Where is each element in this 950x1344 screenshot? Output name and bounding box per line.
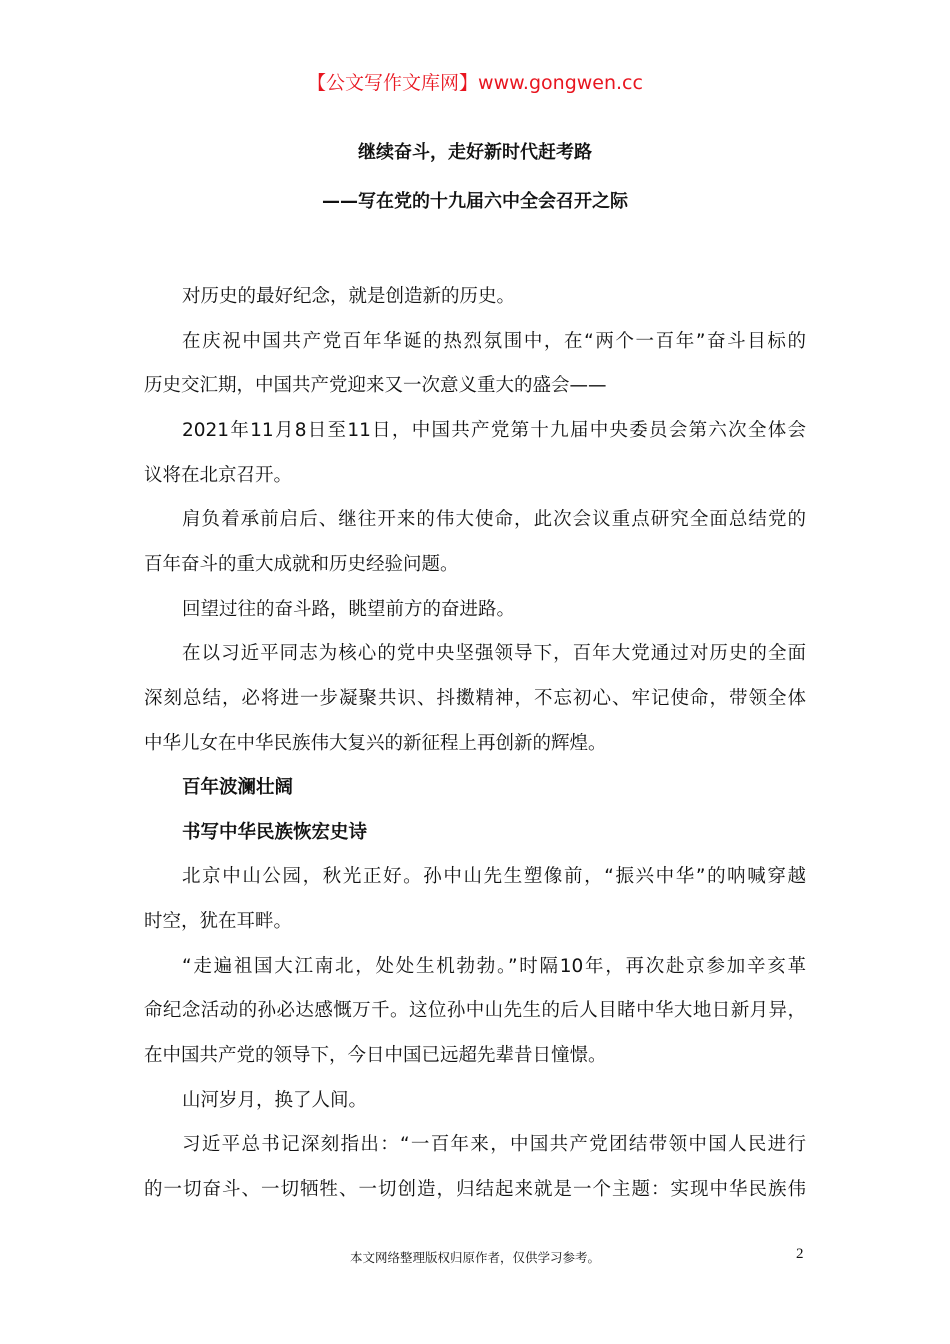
section-heading-line: 书写中华民族恢宏史诗 xyxy=(182,821,368,843)
paragraph-line: 对历史的最好纪念，就是创造新的历史。 xyxy=(182,286,516,307)
section-heading-line: 百年波澜壮阔 xyxy=(182,777,294,799)
document-subtitle: ——写在党的十九届六中全会召开之际 xyxy=(322,191,628,212)
paragraph-line: 回望过往的奋斗路，眺望前方的奋进路。 xyxy=(182,598,516,620)
paragraph-line: 在以习近平同志为核心的党中央坚强领导下，百年大党通过对历史的全面 xyxy=(182,643,806,665)
paragraph-line: 的一切奋斗、一切牺牲、一切创造，归结起来就是一个主题：实现中华民族伟 xyxy=(144,1179,806,1200)
paragraph-line: 中华儿女在中华民族伟大复兴的新征程上再创新的辉煌。 xyxy=(144,732,607,754)
paragraph-line: 山河岁月，换了人间。 xyxy=(182,1089,368,1111)
paragraph-line: 北京中山公园，秋光正好。孙中山先生塑像前，“振兴中华”的呐喊穿越 xyxy=(182,866,806,888)
paragraph-line: 习近平总书记深刻指出：“一百年来，中国共产党团结带领中国人民进行 xyxy=(182,1134,806,1156)
paragraph-line: 百年奋斗的重大成就和历史经验问题。 xyxy=(144,553,459,575)
paragraph-line: 议将在北京召开。 xyxy=(144,464,293,486)
paragraph-line: 历史交汇期，中国共产党迎来又一次意义重大的盛会—— xyxy=(144,375,607,397)
paragraph-line: 在中国共产党的领导下，今日中国已远超先辈昔日憧憬。 xyxy=(144,1045,607,1067)
footer-note: 本文网络整理版权归原作者，仅供学习参考。 xyxy=(349,1250,600,1265)
paragraph-line: 在庆祝中国共产党百年华诞的热烈氛围中，在“两个一百年”奋斗目标的 xyxy=(182,330,806,352)
page-number: 2 xyxy=(796,1246,804,1262)
paragraph-line: 深刻总结，必将进一步凝聚共识、抖擞精神，不忘初心、牢记使命，带领全体 xyxy=(144,687,806,709)
paragraph-line: 肩负着承前启后、继往开来的伟大使命，此次会议重点研究全面总结党的 xyxy=(182,509,806,531)
paragraph-line: 2021年11月8日至11日，中国共产党第十九届中央委员会第六次全体会 xyxy=(182,419,806,441)
paragraph-line: 命纪念活动的孙必达感慨万千。这位孙中山先生的后人目睹中华大地日新月异， xyxy=(144,1000,806,1022)
paragraph-line: “走遍祖国大江南北，处处生机勃勃。”时隔10年，再次赴京参加辛亥革 xyxy=(182,955,806,977)
document-title: 继续奋斗，走好新时代赶考路 xyxy=(358,142,592,163)
paragraph-line: 时空，犹在耳畔。 xyxy=(144,911,293,933)
site-header: 【公文写作文库网】www.gongwen.cc xyxy=(307,72,643,94)
